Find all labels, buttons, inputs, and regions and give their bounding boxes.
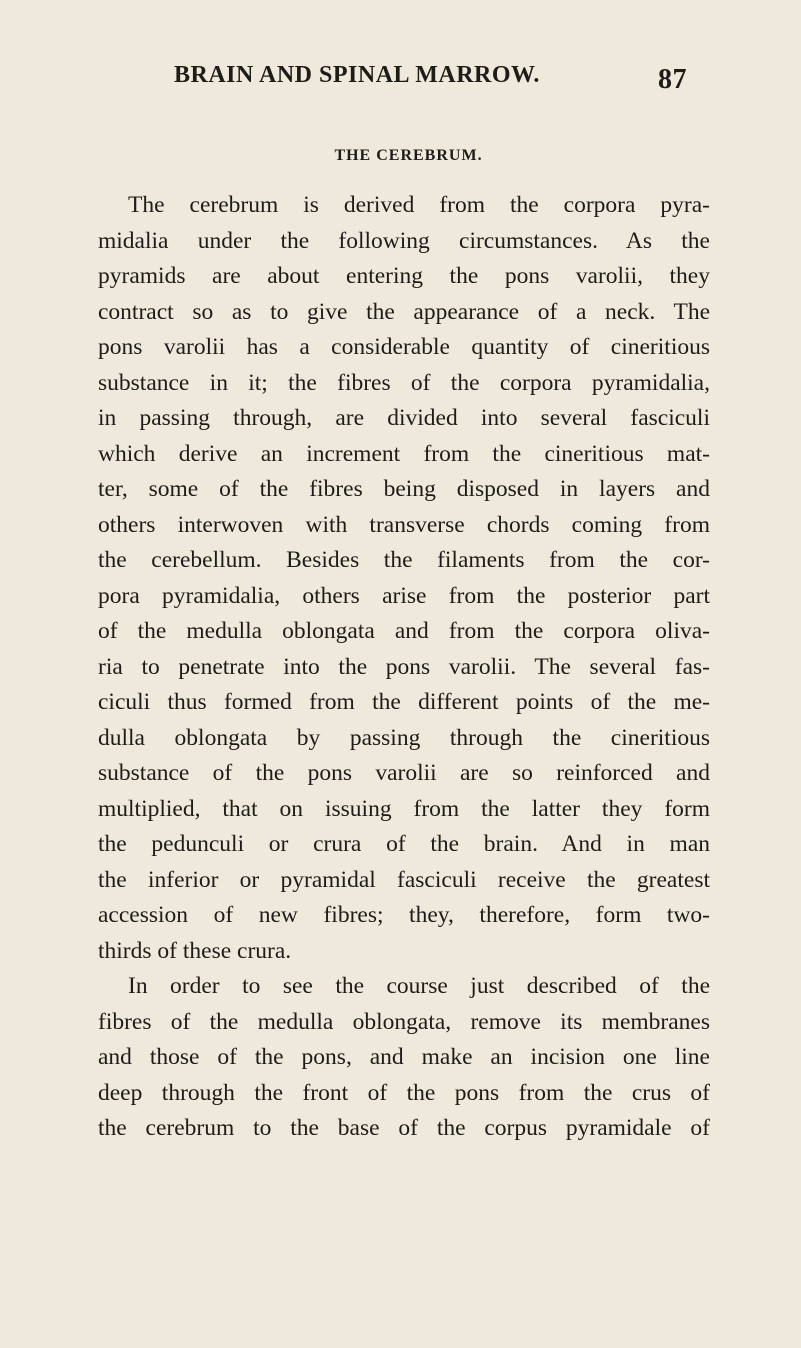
text-line: substance in it; the fibres of the corpora pyramidalia, bbox=[98, 369, 710, 396]
page-number: 87 bbox=[658, 64, 687, 95]
text-line: of the medulla oblongata and from the corpora oliva- bbox=[98, 618, 710, 644]
text-line: accession of new fibres; they, therefore, form two- bbox=[98, 902, 710, 928]
text-line: the cerebrum to the base of the corpus pyramidale of bbox=[98, 1115, 710, 1141]
text-line: others interwoven with transverse chords coming from bbox=[98, 511, 710, 538]
text-line: The cerebrum is derived from the corpora pyra- bbox=[128, 192, 710, 218]
text-line: fibres of the medulla oblongata, remove its membranes bbox=[98, 1008, 710, 1035]
text-line: ter, some of the fibres being disposed in layers and bbox=[98, 476, 710, 502]
text-line: deep through the front of the pons from the crus of bbox=[98, 1079, 710, 1106]
text-line: midalia under the following circumstances. As the bbox=[98, 227, 710, 254]
running-head bbox=[174, 62, 714, 102]
text-line: the inferior or pyramidal fasciculi receive the greatest bbox=[98, 866, 710, 893]
text-line: contract so as to give the appearance of a neck. The bbox=[98, 298, 710, 325]
text-line: thirds of these crura. bbox=[98, 937, 292, 964]
text-line: in passing through, are divided into several fasciculi bbox=[98, 405, 710, 431]
text-line: pyramids are about entering the pons varolii, they bbox=[98, 263, 710, 289]
text-line: ciculi thus formed from the different points of the me- bbox=[98, 689, 710, 715]
text-line: the pedunculi or crura of the brain. And in man bbox=[98, 831, 710, 857]
text-line: substance of the pons varolii are so reinforced and bbox=[98, 760, 710, 786]
text-line: dulla oblongata by passing through the cineritious bbox=[98, 724, 710, 751]
body-text bbox=[98, 188, 710, 1147]
running-title: BRAIN AND SPINAL MARROW. bbox=[174, 62, 540, 88]
text-line: and those of the pons, and make an incision one line bbox=[98, 1044, 710, 1070]
text-line: pora pyramidalia, others arise from the posterior part bbox=[98, 582, 710, 609]
text-line: pons varolii has a considerable quantity of cineritious bbox=[98, 334, 710, 360]
text-line: ria to penetrate into the pons varolii. The several fas- bbox=[98, 653, 710, 680]
text-line: which derive an increment from the cineritious mat- bbox=[98, 440, 710, 467]
section-title: THE CEREBRUM. bbox=[334, 147, 483, 164]
text-line: the cerebellum. Besides the filaments from the cor- bbox=[98, 547, 710, 573]
text-line: multiplied, that on issuing from the latter they form bbox=[98, 795, 710, 822]
text-line: In order to see the course just described of the bbox=[128, 973, 710, 999]
